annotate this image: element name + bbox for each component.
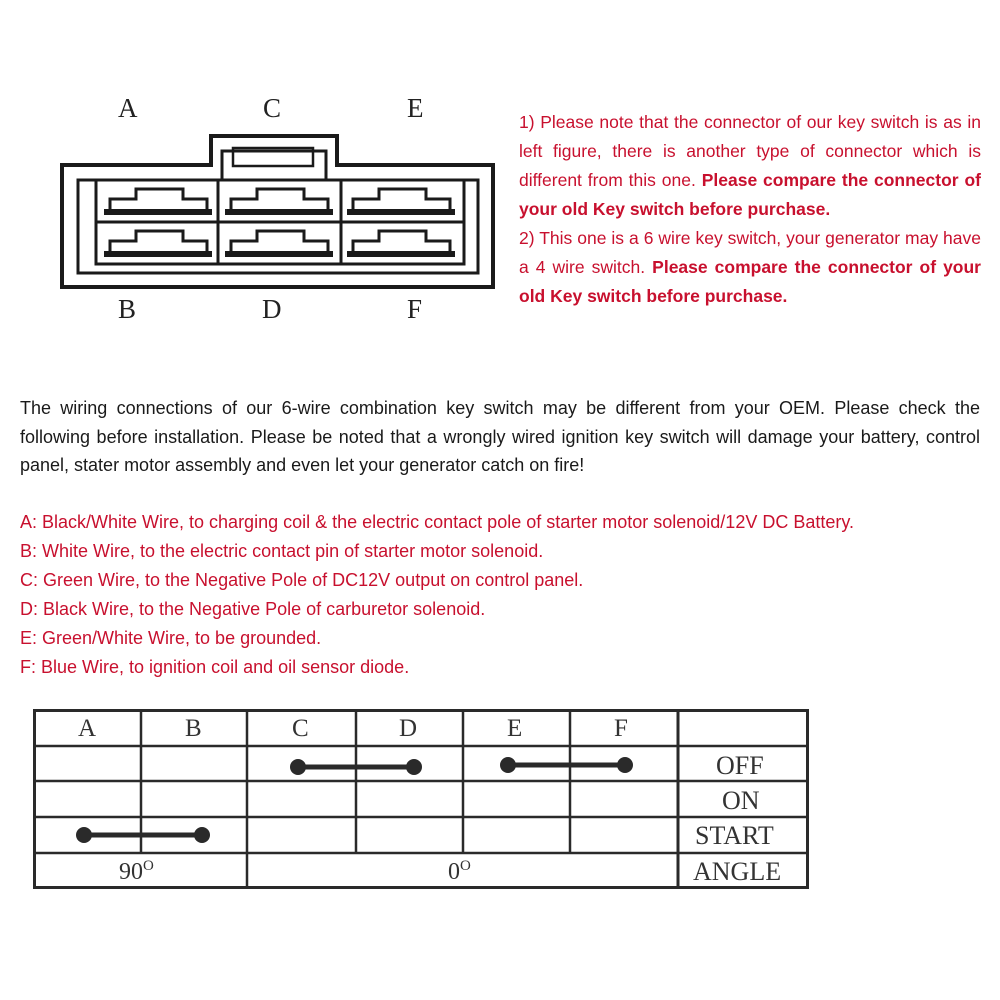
terminal-f	[353, 231, 450, 254]
connector-drawing	[0, 0, 510, 360]
row-label-on: ON	[722, 786, 760, 815]
column-header-c: C	[292, 715, 309, 742]
terminal-d	[231, 231, 328, 254]
pin-label-b: B	[118, 294, 137, 324]
note-1-warning: Please compare the connector of your old Key switch before purchase.	[519, 170, 981, 219]
connector-figure	[0, 0, 510, 360]
pin-label-d: D	[262, 294, 282, 324]
row-label-off: OFF	[716, 751, 764, 780]
wire-item-c: C: Green Wire, to the Negative Pole of DC12V output on control panel.	[20, 570, 584, 590]
terminal-c	[231, 189, 328, 212]
pin-label-a: A	[118, 93, 138, 123]
wire-item-a: A: Black/White Wire, to charging coil & the electric contact pole of starter motor solenoid/12V DC Battery.	[20, 512, 855, 532]
note-1	[519, 108, 981, 224]
column-header-f: F	[614, 715, 628, 742]
connection-e-f	[500, 757, 633, 773]
note-2-text: 2) This one is a 6 wire key switch, your generator may have a 4 wire switch.	[519, 228, 981, 277]
row-label-angle: ANGLE	[693, 857, 782, 886]
note-2	[519, 224, 981, 311]
wiring-intro-paragraph: The wiring connections of our 6-wire combination key switch may be different from your OEM. Please check the following before installation. Please be noted that a wrongly wired ignition key switch will damage your battery, control panel, stater motor assembly and even let your generator catch on fire!	[20, 398, 980, 475]
note-2-warning: Please compare the connector of your old Key switch before purchase.	[519, 257, 981, 306]
column-header-e: E	[507, 715, 523, 742]
terminal-e	[353, 189, 450, 212]
angle-value-ab: $90^O$	[119, 858, 154, 885]
terminal-b	[110, 231, 207, 254]
wire-list	[20, 508, 990, 682]
column-header-b: B	[185, 715, 202, 742]
note-1-text: 1) Please note that the connector of our key switch is as in left figure, there is another type of connector which is different from this one.	[519, 112, 981, 190]
purchase-notes	[519, 108, 981, 311]
row-label-start: START	[695, 821, 774, 850]
pin-label-f: F	[407, 294, 423, 324]
column-header-d: D	[399, 715, 418, 742]
wire-item-b: B: White Wire, to the electric contact pin of starter motor solenoid.	[20, 541, 544, 561]
switch-position-table	[33, 709, 809, 889]
connection-a-b	[76, 827, 210, 843]
pin-label-e: E	[407, 93, 424, 123]
column-header-a: A	[78, 715, 97, 742]
pin-label-c: C	[263, 93, 282, 123]
wire-item-f: F: Blue Wire, to ignition coil and oil sensor diode.	[20, 657, 410, 677]
wire-item-d: D: Black Wire, to the Negative Pole of carburetor solenoid.	[20, 599, 486, 619]
wire-item-e: E: Green/White Wire, to be grounded.	[20, 628, 322, 648]
terminal-a	[110, 189, 207, 212]
angle-value-cf: $0^O$	[448, 858, 471, 885]
